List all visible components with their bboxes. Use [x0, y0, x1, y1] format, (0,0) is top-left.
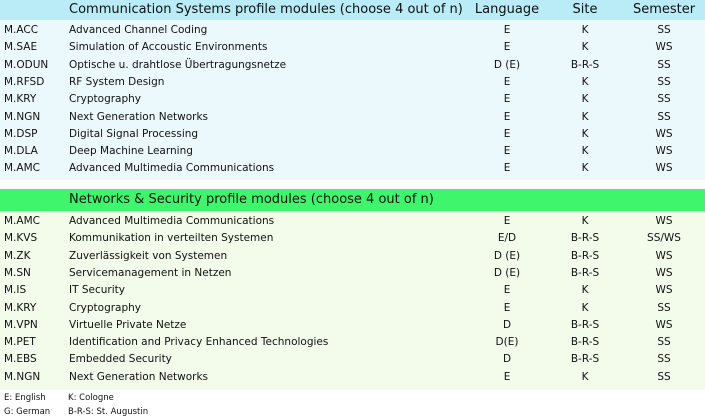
module-code: M.PET — [4, 336, 36, 349]
netsec-header-row — [0, 190, 705, 210]
table-row: M.NGN Next Generation Networks E K SS — [0, 369, 705, 386]
module-code: M.ODUN — [4, 58, 49, 71]
module-code: M.VPN — [4, 318, 38, 331]
module-name: Embedded Security — [69, 353, 172, 366]
table-row: M.ACC Advanced Channel Coding E K SS — [0, 22, 705, 39]
table-row: M.KRY Cryptography E K SS — [0, 300, 705, 317]
module-name: Kommunikation in verteilten Systemen — [69, 232, 274, 245]
module-name: Cryptography — [69, 301, 142, 314]
module-code: M.ZK — [4, 249, 31, 262]
module-name: Identification and Privacy Enhanced Technologies — [69, 336, 329, 349]
module-name: Simulation of Accoustic Environments — [69, 41, 268, 54]
table-row: M.SAE Simulation of Accoustic Environments E K WS — [0, 39, 705, 56]
module-name: Servicemanagement in Netzen — [69, 266, 232, 279]
table-row: M.DSP Digital Signal Processing E K WS — [0, 126, 705, 143]
table-row: M.AMC Advanced Multimedia Communications E K WS — [0, 160, 705, 177]
module-code: M.NGN — [4, 370, 41, 383]
table-row: M.ZK Zuverlässigkeit von Systemen D (E) B-R-S WS — [0, 248, 705, 265]
module-code: M.EBS — [4, 353, 37, 366]
module-code: M.KRY — [4, 93, 37, 106]
table-row: M.RFSD RF System Design E K SS — [0, 74, 705, 91]
module-code: M.RFSD — [4, 75, 45, 88]
module-name: Advanced Multimedia Communications — [69, 215, 275, 227]
module-code: M.SN — [4, 266, 31, 279]
module-code: M.IS — [4, 284, 27, 297]
legend-cologne: K: Cologne — [68, 393, 114, 403]
module-name: RF System Design — [69, 75, 165, 88]
table-row: M.KVS Kommunikation in verteilten Systemen E/D B-R-S SS/WS — [0, 230, 705, 247]
module-name: Advanced Channel Coding — [69, 24, 208, 36]
module-name: Virtuelle Private Netze — [69, 318, 187, 331]
module-name: Next Generation Networks — [69, 370, 209, 383]
legend-english: E: English — [4, 393, 46, 403]
module-name: Digital Signal Processing — [69, 127, 199, 140]
module-code: M.ACC — [4, 24, 39, 36]
table-row: M.ODUN Optische u. drahtlose Übertragungsnetze D (E) B-R-S SS — [0, 57, 705, 74]
comm-section-title: Communication Systems profile modules (choose 4 out of n) — [69, 2, 463, 17]
module-name: Deep Machine Learning — [69, 145, 193, 158]
netsec-section-title: Networks & Security profile modules (choose 4 out of n) — [69, 192, 434, 207]
table-row: M.AMC Advanced Multimedia Communications E K WS — [0, 213, 705, 230]
table-row: M.SN Servicemanagement in Netzen D (E) B-R-S WS — [0, 265, 705, 282]
comm-header-row: Communication Systems profile modules (choose 4 out of n) Language Site Semester — [0, 0, 705, 20]
table-row: M.KRY Cryptography E K SS — [0, 91, 705, 108]
table-row: M.DLA Deep Machine Learning E K WS — [0, 143, 705, 160]
module-code: M.AMC — [4, 215, 40, 227]
module-name: Advanced Multimedia Communications — [69, 162, 275, 175]
module-code: M.KRY — [4, 301, 37, 314]
table-row: M.VPN Virtuelle Private Netze D B-R-S WS — [0, 317, 705, 334]
table-row: M.NGN Next Generation Networks E K SS — [0, 109, 705, 126]
module-code: M.DSP — [4, 127, 38, 140]
module-name: Optische u. drahtlose Übertragungsnetze — [69, 58, 287, 71]
module-name: IT Security — [69, 284, 125, 297]
module-code: M.DLA — [4, 145, 38, 158]
module-name: Next Generation Networks — [69, 110, 209, 123]
table-row: M.IS IT Security E K WS — [0, 282, 705, 299]
module-code: M.NGN — [4, 110, 41, 123]
table-row: M.EBS Embedded Security D B-R-S SS — [0, 351, 705, 368]
module-code: M.SAE — [4, 41, 38, 54]
module-name: Zuverlässigkeit von Systemen — [69, 249, 228, 262]
legend-german: G: German — [4, 407, 51, 417]
legend-st-augustin: B-R-S: St. Augustin — [68, 407, 149, 417]
module-name: Cryptography — [69, 93, 142, 106]
module-code: M.AMC — [4, 162, 40, 175]
module-code: M.KVS — [4, 232, 38, 245]
table-row: M.PET Identification and Privacy Enhanced Technologies D(E) B-R-S SS — [0, 334, 705, 351]
